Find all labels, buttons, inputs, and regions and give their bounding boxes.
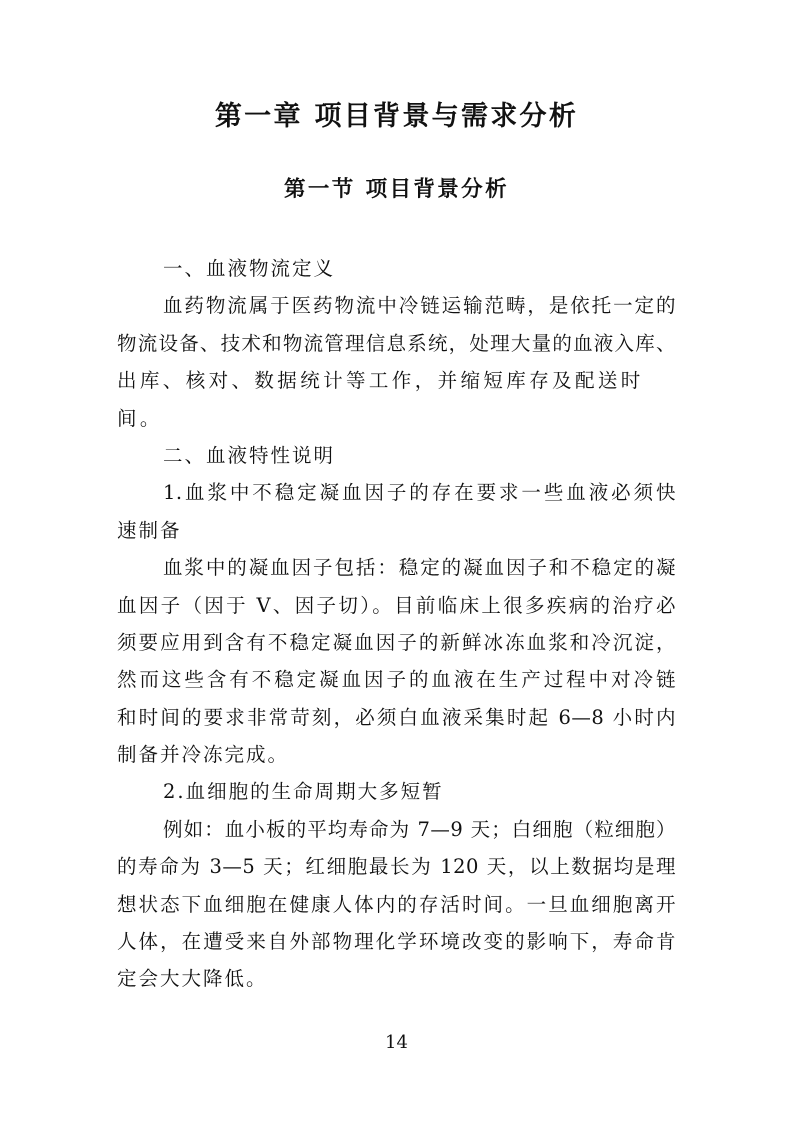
- paragraph-line: 人体，在遭受来自外部物理化学环境改变的影响下，寿命肯: [117, 930, 676, 954]
- paragraph-line: 和时间的要求非常苛刻，必须白血液采集时起 6—8 小时内: [117, 705, 676, 729]
- paragraph-spacer: [117, 400, 676, 437]
- paragraph-line: 血药物流属于医药物流中冷链运输范畴，是依托一定的: [163, 294, 676, 318]
- document-body: [117, 250, 676, 998]
- paragraph-line: 的寿命为 3—5 天；红细胞最长为 120 天，以上数据均是理: [117, 855, 676, 879]
- paragraph-line: 血因子（因于 V、因子切）。目前临床上很多疾病的治疗必: [117, 593, 676, 617]
- list-item-title-line: 2.血细胞的生命周期大多短暂: [163, 780, 444, 804]
- paragraph-line: 想状态下血细胞在健康人体内的存活时间。一旦血细胞离开: [117, 892, 676, 916]
- section-title: 第一节 项目背景分析: [284, 177, 509, 202]
- paragraph-line: 须要应用到含有不稳定凝血因子的新鲜冰冻血浆和冷沉淀，: [117, 630, 676, 654]
- paragraph-line: 物流设备、技术和物流管理信息系统，处理大量的血液入库、: [117, 331, 676, 355]
- list-item-title-line: 速制备: [117, 518, 182, 542]
- section-heading: 一、血液物流定义: [163, 257, 336, 280]
- paragraph-line: 例如：血小板的平均寿命为 7—9 天；白细胞（粒细胞）: [163, 817, 676, 841]
- chapter-title: 第一章 项目背景与需求分析: [214, 101, 579, 132]
- paragraph-line: 血浆中的凝血因子包括：稳定的凝血因子和不稳定的凝: [163, 556, 676, 580]
- paragraph-line: 制备并冷冻完成。: [117, 743, 290, 767]
- paragraph-line: 然而这些含有不稳定凝血因子的血液在生产过程中对冷链: [117, 668, 676, 692]
- section-heading: 二、血液特性说明: [163, 443, 336, 467]
- paragraph-line: 定会大大降低。: [117, 967, 268, 991]
- list-item-title-line: 1.血浆中不稳定凝血因子的存在要求一些血液必须快: [163, 481, 676, 505]
- page-number: 14: [385, 1032, 408, 1053]
- paragraph-line: 出库、核对、数据统计等工作，并缩短库存及配送时间。: [117, 369, 644, 430]
